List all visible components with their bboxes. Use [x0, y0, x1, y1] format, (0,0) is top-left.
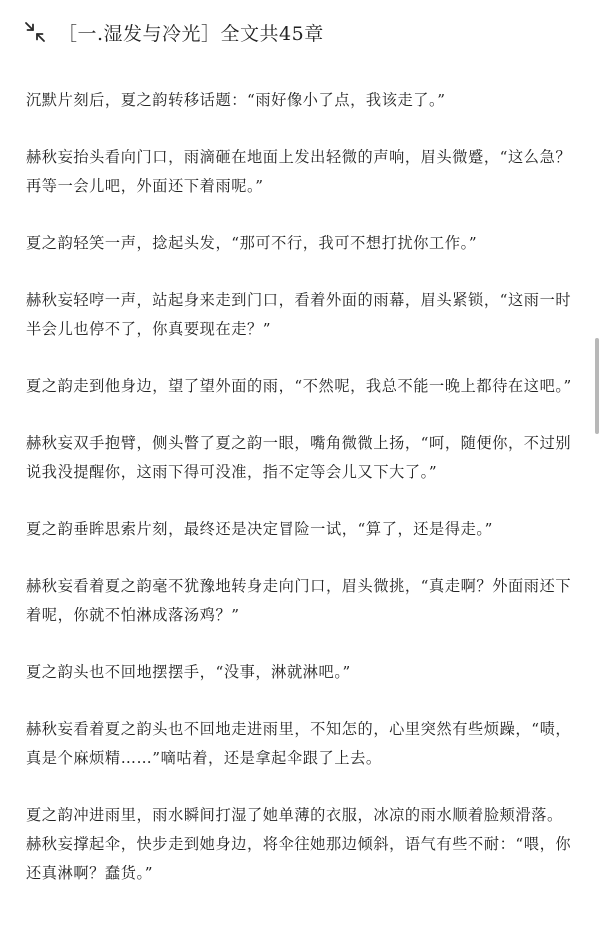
scrollbar-thumb[interactable] [595, 338, 599, 434]
scrollbar[interactable] [594, 0, 600, 933]
paragraph: 赫秋妄双手抱臂，侧头瞥了夏之韵一眼，嘴角微微上扬，“呵，随便你，不过别说我没提醒你，这雨下得可没准，指不定等会儿又下大了。” [26, 434, 572, 481]
paragraph: 夏之韵垂眸思索片刻，最终还是决定冒险一试，“算了，还是得走。” [26, 520, 493, 538]
paragraph: 赫秋妄抬头看向门口，雨滴砸在地面上发出轻微的声响，眉头微蹙，“这么急？再等一会儿吧，外面还下着雨呢。” [26, 148, 572, 195]
paragraph: 赫秋妄轻哼一声，站起身来走到门口，看着外面的雨幕，眉头紧锁，“这雨一时半会儿也停不了，你真要现在走？” [26, 291, 572, 338]
paragraph: 夏之韵轻笑一声，捻起头发，“那可不行，我可不想打扰你工作。” [26, 234, 478, 252]
paragraph: 沉默片刻后，夏之韵转移话题：“雨好像小了点，我该走了。” [26, 91, 446, 109]
paragraph: 赫秋妄看着夏之韵头也不回地走进雨里，不知怎的，心里突然有些烦躁，“啧，真是个麻烦精……”嘀咕着，还是拿起伞跟了上去。 [26, 720, 572, 767]
paragraph: 夏之韵走到他身边，望了望外面的雨，“不然呢，我总不能一晚上都待在这吧。” [26, 377, 572, 395]
paragraph: 赫秋妄看着夏之韵毫不犹豫地转身走向门口，眉头微挑，“真走啊？外面雨还下着呢，你就不怕淋成落汤鸡？” [26, 577, 572, 624]
collapse-arrows-icon[interactable] [22, 19, 48, 45]
paragraph: 夏之韵头也不回地摆摆手，“没事，淋就淋吧。” [26, 663, 351, 681]
article-body [26, 86, 574, 916]
chapter-title: ［一.湿发与冷光］全文共45章 [58, 22, 324, 45]
chapter-header [22, 14, 580, 50]
paragraph: 夏之韵冲进雨里，雨水瞬间打湿了她单薄的衣服，冰凉的雨水顺着脸颊滑落。赫秋妄撑起伞，快步走到她身边，将伞往她那边倾斜，语气有些不耐：“喂，你还真淋啊？蠢货。” [26, 806, 572, 882]
collapse-arrows-svg [24, 21, 46, 43]
